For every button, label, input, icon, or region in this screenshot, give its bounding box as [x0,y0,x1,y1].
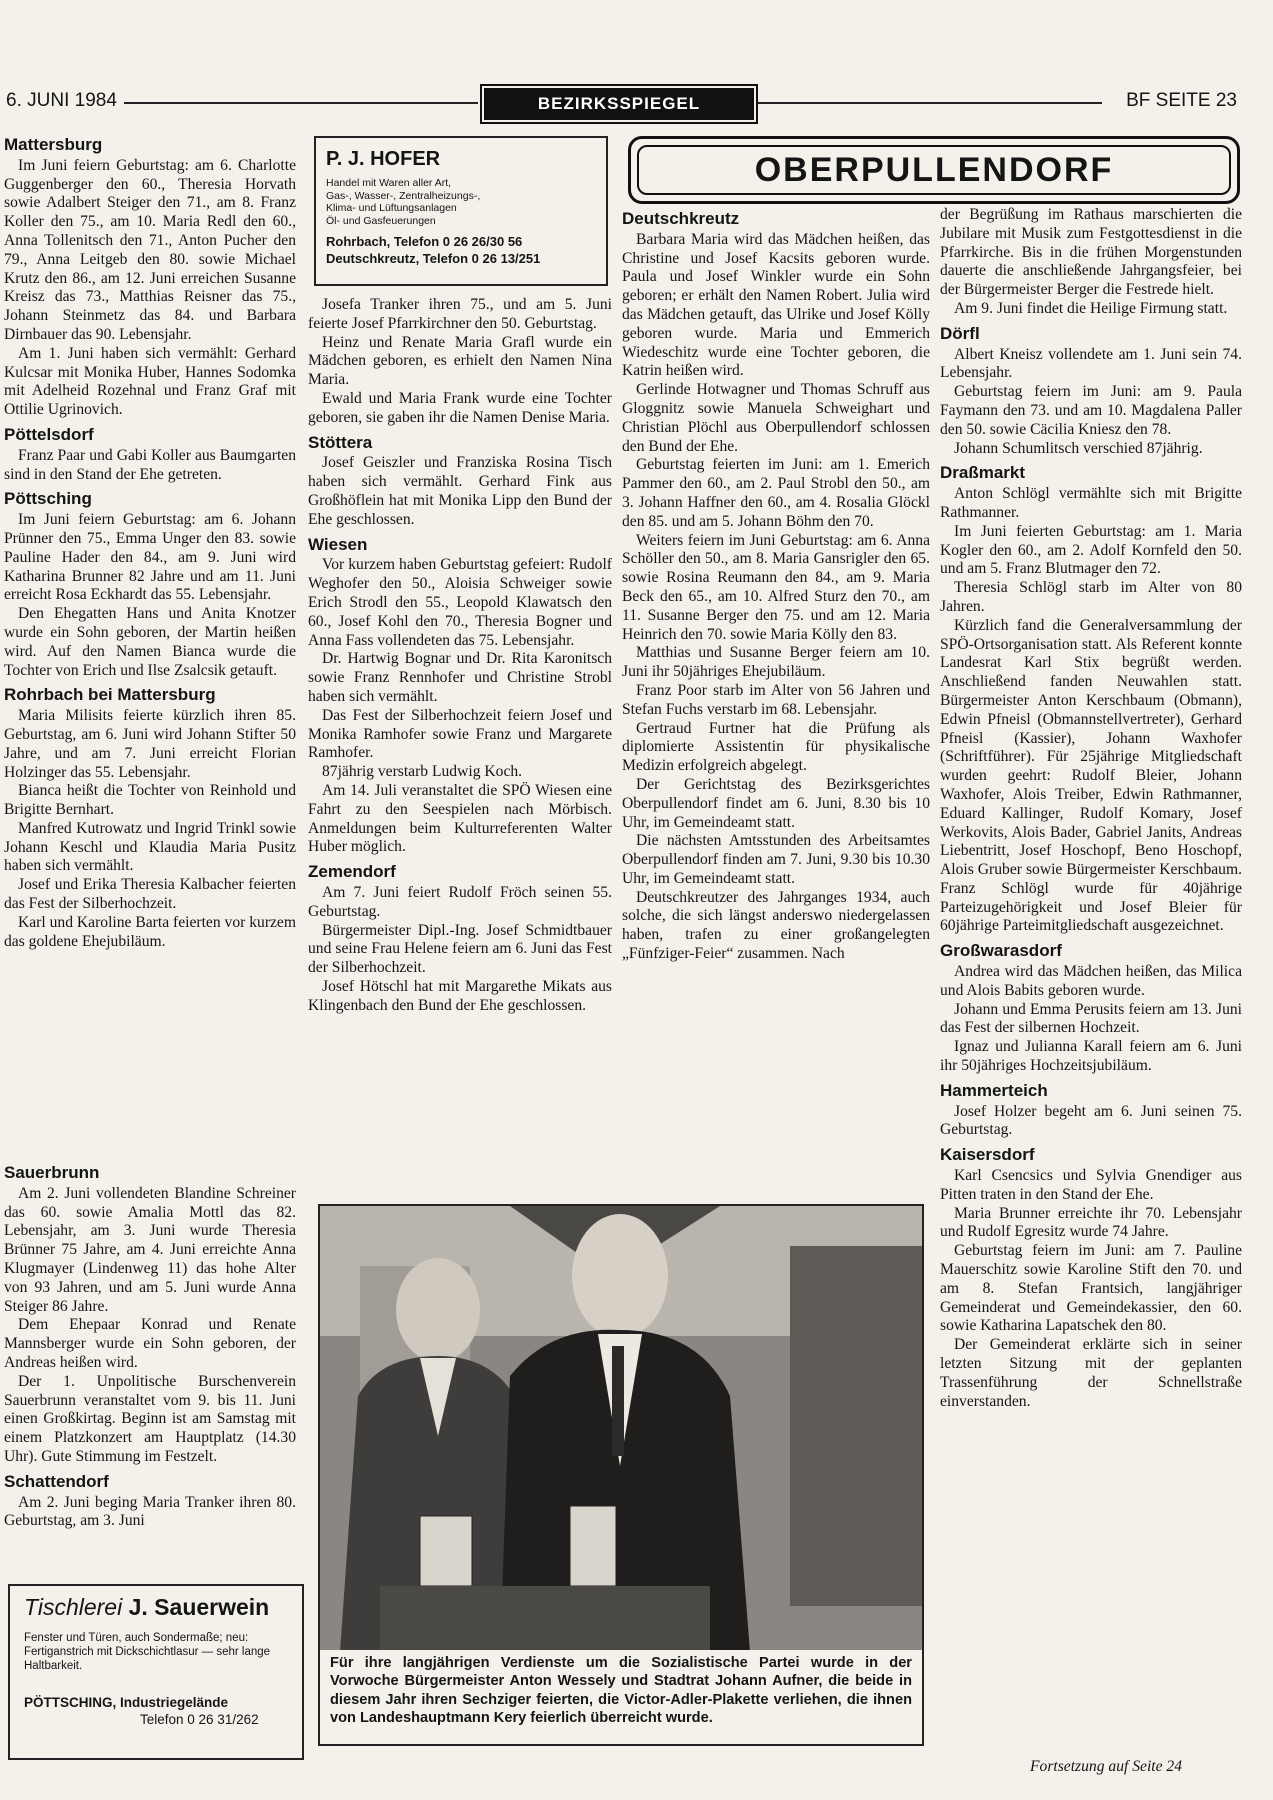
article-text: Am 14. Juli veranstaltet die SPÖ Wiesen eine Fahrt zu den Seespielen nach Mörbisch. Anmeldungen beim Kulturreferenten Walter Huber möglich. [308,781,612,856]
district-title: OBERPULLENDORF [637,145,1231,195]
header-rule-right [758,102,1102,104]
article-text: Im Juni feierten Geburtstag: am 1. Maria Kogler den 60., am 2. Adolf Kornfeld den 50. und am 5. Franz Blutmager den 72. [940,522,1242,578]
ad-name-italic: Tischlerei [24,1594,123,1620]
article-text: Am 1. Juni haben sich vermählt: Gerhard Kulcsar mit Monika Huber, Hannes Sodomka mit Adelheid Rozehnal und Franz Graf mit Ottilie Ugrinovich. [4,344,296,419]
ad-company-name [24,1594,302,1621]
ad-service-line: Öl- und Gasfeuerungen [326,214,436,227]
article-text: Franz Poor starb im Alter von 56 Jahren und Stefan Fuchs verstarb im 68. Lebensjahr. [622,681,930,718]
heading-deutschkreutz: Deutschkreutz [622,209,740,228]
article-text: Die nächsten Amtsstunden des Arbeitsamtes Oberpullendorf finden am 7. Juni, 9.30 bis 10.30 Uhr, im Gemeindeamt statt. [622,832,930,887]
article-text: Vor kurzem haben Geburtstag gefeiert: Rudolf Weghofer den 50., Aloisia Schweiger sowie Erich Strodl den 55., Leopold Klawatsch den 60., Josef Kohl den 70., Theresia Bogner und Anna Fass vollendeten das 75. Lebensjahr. [308,556,612,649]
article-text: 87jährig verstarb Ludwig Koch. [322,763,523,781]
article-text: Dem Ehepaar Konrad und Renate Mannsberger wurde ein Sohn geboren, der Andreas heißen wird. [4,1316,296,1371]
article-text: Ignaz und Julianna Karall feiern am 6. Juni ihr 50jähriges Hochzeitsjubiläum. [940,1038,1242,1075]
heading-sauerbrunn: Sauerbrunn [4,1163,100,1182]
article-text: Am 2. Juni vollendeten Blandine Schreiner das 60. sowie Amalia Mottl das 82. Lebensjahr, am 3. Juni wurde Theresia Brünner 75 Jahre, am 4. Juni erreichte Anna Klugmayer (Lindenweg 11) das hohe Alter von 93 Jahren, und am 5. Juni wurde Anna Steiger 86 Jahre. [4,1184,296,1315]
news-photo [318,1204,924,1654]
article-text: Karl und Karoline Barta feierten vor kurzem das goldene Ehejubiläum. [4,913,296,950]
article-text: Deutschkreutzer des Jahrganges 1934, auch solche, die sich längst anderswo niedergelassen haben, trafen zu einer großangelegten „Fünfziger-Feier“ zusammen. Nach [622,888,930,963]
article-text: Karl Csencsics und Sylvia Gnendiger aus Pitten traten in den Stand der Ehe. [940,1167,1242,1203]
article-text: Johann Schumlitsch verschied 87jährig. [954,439,1203,457]
heading-stoettera: Stöttera [308,432,373,452]
article-text: Das Fest der Silberhochzeit feiern Josef und Monika Ramhofer sowie Franz und Margarete Ramhofer. [308,706,612,762]
header-rule-left [124,102,478,104]
article-text: Der Gemeinderat erklärte sich in seiner letzten Sitzung mit der geplanten Trassenführung der Schnellstraße einverstanden. [940,1336,1242,1410]
ad-phone: Telefon 0 26 31/262 [140,1712,259,1727]
article-text: Josef und Erika Theresia Kalbacher feierten das Fest der Silberhochzeit. [4,876,296,913]
column-1-lower [4,1164,296,1531]
article-text: der Begrüßung im Rathaus marschierten die Jubilare mit Musik zum Festgottesdienst in die Pfarrkirche. Bis in die frühen Morgenstunden dauerte die anschließende Jahrgangsfeier, bei der Bürgermeister Berger die Festrede hielt. [940,206,1242,299]
continued-note: Fortsetzung auf Seite 24 [1030,1758,1183,1775]
ad-phone: Deutschkreutz, Telefon 0 26 13/251 [326,251,541,266]
article-text: Anton Schlögl vermählte sich mit Brigitte Rathmanner. [940,485,1242,521]
article-text: Johann und Emma Perusits feiern am 13. Juni das Fest der silbernen Hochzeit. [940,1000,1242,1037]
article-text: Gertraud Furtner hat die Prüfung als diplomierte Assistentin für physikalische Medizin erfolgreich abgelegt. [622,719,930,775]
article-text: Josefa Tranker ihren 75., und am 5. Juni feierte Josef Pfarrkirchner den 50. Geburtstag. [308,296,612,332]
article-text: Josef Hötschl hat mit Margarethe Mikats aus Klingenbach den Bund der Ehe geschlossen. [308,977,612,1014]
article-text: Theresia Schlögl starb im Alter von 80 Jahren. [940,579,1242,615]
article-text: Im Juni feiern Geburtstag: am 6. Johann Prünner den 75., Emma Unger den 83. sowie Pauline Hader den 84., am 9. Juni wird Katharina Brunner 82 Jahre und am 11. Juni erreicht Rosa Eckhardt das 55. Lebensjahr. [4,511,296,604]
article-text: Am 2. Juni beging Maria Tranker ihren 80. Geburtstag, am 3. Juni [4,1493,296,1530]
page-number: BF SEITE 23 [1126,90,1237,111]
photo-caption: Für ihre langjährigen Verdienste um die Sozialistische Partei wurde in der Vorwoche Bürgermeister Anton Wessely und Stadtrat Johann Aufner, die beide in diesem Jahr ihren Sechziger feierten, die Victor-Adler-Plakette verliehen, die ihnen von Landeshauptmann Kery feierlich überreicht wurde. [318,1650,924,1746]
article-text: Ewald und Maria Frank wurde eine Tochter geboren, sie gaben ihr die Namen Denise Maria. [308,389,612,426]
article-text: Manfred Kutrowatz und Ingrid Trinkl sowie Johann Keschl und Klaudia Maria Pusitz haben sich vermählt. [4,819,296,875]
article-text: Der Gerichtstag des Bezirksgerichtes Oberpullendorf findet am 6. Juni, 8.30 bis 10 Uhr, im Gemeindeamt statt. [622,775,930,831]
ad-name-bold: J. Sauerwein [128,1594,270,1620]
column-3 [622,210,930,964]
heading-poettelsdorf: Pöttelsdorf [4,424,94,444]
article-text: Heinz und Renate Maria Grafl wurde ein Mädchen geboren, es erhielt den Namen Nina Maria. [308,333,612,389]
advertisement-sauerwein [8,1584,304,1760]
article-text: Dr. Hartwig Bognar und Dr. Rita Karonitsch sowie Franz Rennhofer und Christine Strobl haben sich vermählt. [308,650,612,705]
heading-schattendorf: Schattendorf [4,1471,109,1491]
heading-zemendorf: Zemendorf [308,862,396,882]
article-text: Franz Paar und Gabi Koller aus Baumgarten sind in den Stand der Ehe getreten. [4,446,296,483]
heading-rohrbach: Rohrbach bei Mattersburg [4,685,216,705]
ad-company-name: P. J. HOFER [326,148,441,170]
heading-hammerteich: Hammerteich [940,1080,1048,1100]
column-4 [940,206,1242,1411]
ad-service-line: Handel mit Waren aller Art, [326,177,452,189]
ad-service-line: Gas-, Wasser-, Zentralheizungs-, [326,189,481,202]
article-text: Barbara Maria wird das Mädchen heißen, das Christine und Josef Kacsits geboren wurde. Paula und Josef Winkler wurde ein Sohn geboren; er erhält den Namen Robert. Julia wird das Mädchen getauft, das Ulrike und Josef Kölly geboren wurde. Maria und Emmerich Wiedeschitz wurde eine Tochter geboren, die Katrin heißen wird. [622,230,930,380]
district-title-frame [628,136,1240,204]
article-text: Maria Brunner erreichte ihr 70. Lebensjahr und Rudolf Egresitz wurde 74 Jahre. [940,1204,1242,1241]
article-text: Der 1. Unpolitische Burschenverein Sauerbrunn veranstaltet vom 9. bis 11. Juni einen Großkirtag. Beginn ist am Samstag mit einem Platzkonzert am Hauptplatz (14.30 Uhr). Gute Stimmung im Festzelt. [4,1372,296,1465]
article-text: Maria Milisits feierte kürzlich ihren 85. Geburtstag, am 6. Juni wird Johann Stifter 50 Jahre, und am 7. Juni erreicht Florian Holzinger das 55. Lebensjahr. [4,707,296,781]
ad-services [326,177,606,227]
column-2 [308,296,612,1015]
article-text: Josef Holzer begeht am 6. Juni seinen 75. Geburtstag. [940,1102,1242,1139]
heading-grosswarasdorf: Großwarasdorf [940,941,1062,961]
article-text: Im Juni feiern Geburtstag: am 6. Charlotte Guggenberger den 60., Theresia Horvath sowie Adalbert Steiger den 71., am 8. Franz Koller den 75., am 10. Maria Redl den 60., Anna Tollenitsch den 71., Anton Pucher den 79., Anna Leitgeb den 80. sowie Michael Krutz den 86., am 12. Juni erreichen Susanne Kreisz das 73., Matthias Reisner das 75., Johann Steinmetz das 84. und Barbara Dirnbauer das 90. Lebensjahr. [4,156,296,343]
article-text: Josef Geiszler und Franziska Rosina Tisch haben sich vermählt. Gerhard Fink aus Großhöflein hat mit Monika Lipp den Bund der Ehe geschlossen. [308,454,612,528]
article-text: Bianca heißt die Tochter von Reinhold und Brigitte Bernhart. [4,782,296,819]
ad-description: Fenster und Türen, auch Sondermaße; neu: Fertiganstrich mit Dickschichtlasur — sehr lange Haltbarkeit. [24,1632,271,1672]
heading-kaisersdorf: Kaisersdorf [940,1145,1035,1165]
article-text: Bürgermeister Dipl.-Ing. Josef Schmidtbauer und seine Frau Helene feiern am 6. Juni das Fest der Silberhochzeit. [308,921,612,977]
page-header [0,88,1273,118]
heading-poettsching: Pöttsching [4,489,92,509]
ad-address: PÖTTSCHING, Industriegelände [24,1695,229,1710]
ad-service-line: Klima- und Lüftungsanlagen [326,202,457,214]
article-text: Gerlinde Hotwagner und Thomas Schruff aus Gloggnitz sowie Manuela Schweighart und Christian Plöchl aus Oberpullendorf schlossen den Bund der Ehe. [622,381,930,455]
heading-wiesen: Wiesen [308,534,368,554]
article-text: Kürzlich fand die Generalversammlung der SPÖ-Ortsorganisation statt. Als Referent konnte Landesrat Karl Stix begrüßt werden. Anschließend fanden Neuwahlen statt. Bürgermeister Anton Kerschbaum (Obmann), Edwin Pfneisl (Obmannstellvertreter), Gerhard Pfneisl (Kassier), Johann Waxhofer (Schriftführer). Für 25jährige Mitgliedschaft wurden geehrt: Rudolf Bleier, Johann Waxhofer, Alois Treiber, Edwin Rathmanner, Eduard Kallinger, Rudolf Komary, Josef Werkovits, Alois Bader, Gabriel Janits, Andreas Liebentritt, Josef Hoschopf, Beno Hoschopf, Alois Gruber sowie Bürgermeister Kerschbaum. Franz Schlögl wurde für 40jährige Parteizugehörigkeit und Josef Bleier für 60jährige Parteimitgliedschaft ausgezeichnet. [940,616,1242,935]
heading-doerfl: Dörfl [940,323,980,343]
article-text: Am 7. Juni feiert Rudolf Fröch seinen 55. Geburtstag. [308,883,612,920]
issue-date: 6. JUNI 1984 [6,90,117,111]
article-text: Weiters feiern im Juni Geburtstag: am 6. Anna Schöller den 50., am 8. Maria Gansrigler den 65. sowie Rosina Reumann den 84., am 9. Maria Beck den 65., am 10. Alfred Sturz den 70., am 11. Susanne Berger den 75. und am 12. Maria Heinrich den 70. sowie Maria Kölly den 83. [622,531,930,643]
section-label: BEZIRKSSPIEGEL [484,88,754,120]
heading-drassmarkt: Draßmarkt [940,463,1026,483]
article-text: Am 9. Juni findet die Heilige Firmung statt. [954,299,1228,317]
ad-contact [326,233,606,267]
ad-phone: Rohrbach, Telefon 0 26 26/30 56 [326,234,523,249]
article-text: Matthias und Susanne Berger feiern am 10. Juni ihr 50jähriges Ehejubiläum. [622,644,930,681]
article-text: Den Ehegatten Hans und Anita Knotzer wurde ein Sohn geboren, der Martin heißen wird. Auf den Namen Bianca wurde die Tochter von Erich und Ilse Zsalcsik getauft. [4,605,296,679]
heading-mattersburg: Mattersburg [4,135,103,154]
advertisement-hofer [314,136,608,286]
article-text: Andrea wird das Mädchen heißen, das Milica und Alois Babits geboren wurde. [940,963,1242,999]
column-1 [4,136,296,951]
article-text: Albert Kneisz vollendete am 1. Juni sein 74. Lebensjahr. [940,345,1242,382]
article-text: Geburtstag feierten im Juni: am 1. Emerich Pammer den 60., am 2. Paul Strobl den 50., am 3. Johann Haffner den 60., am 4. Rosalia Glöckl den 85. und am 5. Johann Böhm den 70. [622,456,930,530]
article-text: Geburtstag feiern im Juni: am 9. Paula Faymann den 73. und am 10. Magdalena Paller den 50. sowie Cäcilia Kniesz den 78. [940,383,1242,438]
photo-illustration [320,1206,922,1652]
article-text: Geburtstag feiern im Juni: am 7. Pauline Mauerschitz sowie Karoline Stift den 70. und am 8. Stefan Frantsich, langjähriger Gemeinderat und Gemeindekassier, den 60. sowie Katharina Lapatschek den 80. [940,1242,1242,1335]
